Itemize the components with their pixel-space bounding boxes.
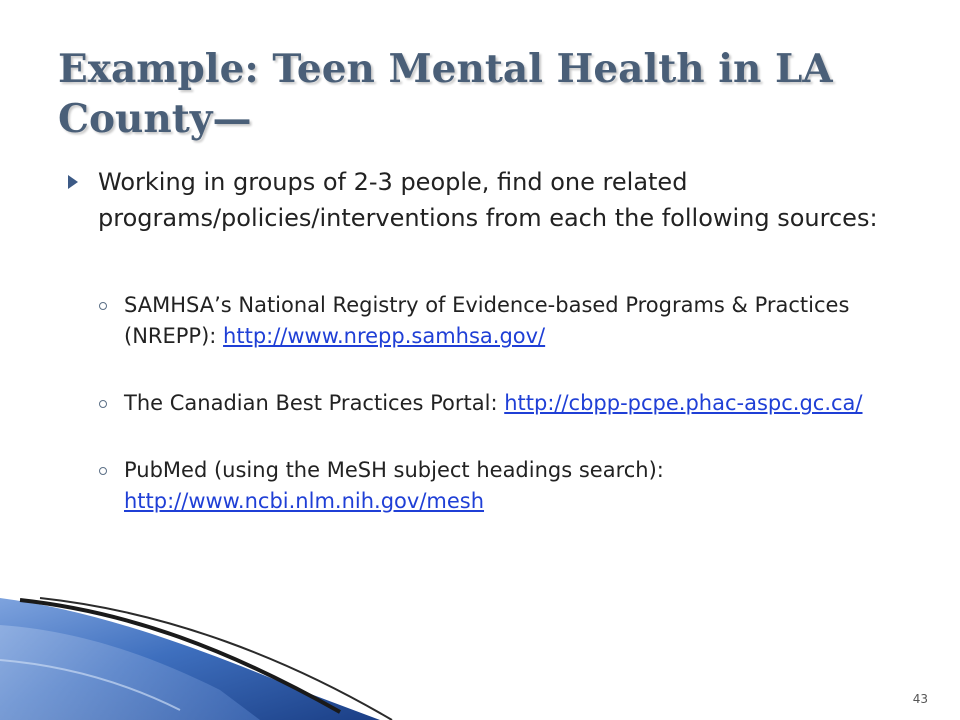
cbpp-link[interactable]: http://cbpp-pcpe.phac-aspc.gc.ca/ xyxy=(504,391,863,415)
pubmed-mesh-link[interactable]: http://www.ncbi.nlm.nih.gov/mesh xyxy=(124,489,485,513)
nrepp-link[interactable]: http://www.nrepp.samhsa.gov/ xyxy=(223,324,546,348)
source-text: The Canadian Best Practices Portal: xyxy=(124,391,505,415)
source-text: SAMHSA’s National Registry of Evidence-based Programs & Practices (NREPP): xyxy=(124,293,850,348)
source-text: PubMed (using the MeSH subject headings search): xyxy=(124,458,664,482)
slide-title: Example: Teen Mental Health in LA County— xyxy=(58,46,833,142)
main-bullet-text: Working in groups of 2-3 people, find one related programs/policies/interventions from each the following sources: xyxy=(98,168,878,232)
page-number: 43 xyxy=(912,692,928,706)
